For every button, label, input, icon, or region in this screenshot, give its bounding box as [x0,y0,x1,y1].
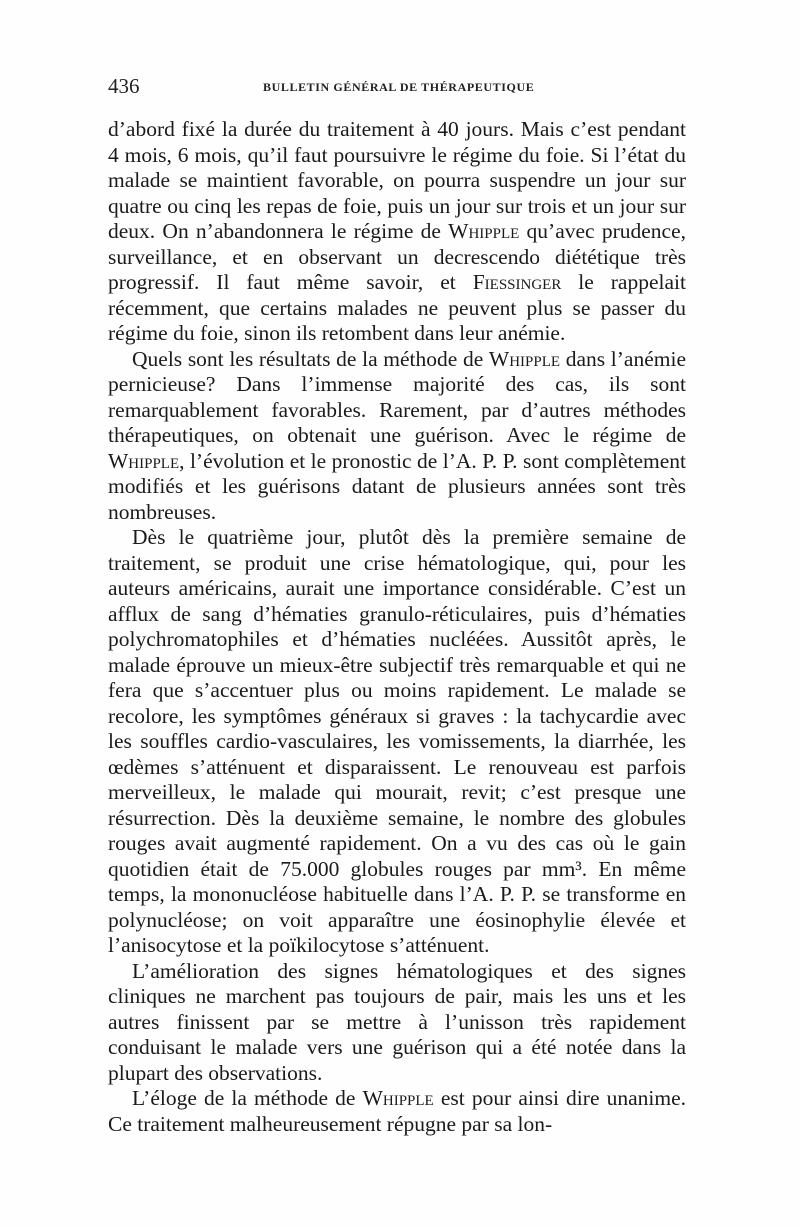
text-run: qu’avec prudence, surveillance, et en observant un decrescendo diététique très progressif. Il faut même savoir, et [108,219,687,294]
author-name: Fiessinger [472,270,562,294]
paragraph [108,347,686,526]
text-run: le rappelait récemment, que certains malades ne peuvent plus se passer du régime du foie, sinon ils retombent dans leur anémie. [108,270,686,345]
page-header [108,74,688,104]
author-name: Whipple [488,346,561,371]
text-run: Quels sont les résultats de la méthode de [132,346,489,371]
body-text [108,117,686,1137]
author-name: Whipple [448,219,520,243]
page-number: 436 [108,74,140,98]
text-run: L’amélioration des signes hématologiques et des signes cliniques ne marchent pas toujours de pair, mais les uns et les autres finissent par se mettre à l’unisson très rapidement conduisant le malade vers une guérison qui a été notée dans la plupart des observations. [108,958,686,1085]
paragraph [108,117,686,347]
paragraph [108,959,686,1087]
paragraph [108,525,686,959]
text-run: dans l’anémie pernicieuse? Dans l’immense majorité des cas, ils sont remarquablement favorables. Rarement, par d’autres méthodes thérapeutiques, on obtenait une guérison. Avec le régime de [108,346,686,447]
text-run: , l’évolution et le pronostic de l’A. P. P. sont complètement modifiés et les guérisons datant de plusieurs années sont très nombreuses. [108,448,686,524]
author-name: Whipple [362,1086,434,1110]
paragraph [108,1086,686,1137]
text-run: est pour ainsi dire unanime. Ce traitement malheureusement répugne par sa lon- [108,1086,687,1136]
running-head: BULLETIN GÉNÉRAL DE THÉRAPEUTIQUE [263,80,535,94]
author-name: Whipple [108,448,180,473]
text-run: Dès le quatrième jour, plutôt dès la première semaine de traitement, se produit une crise hématologique, qui, pour les auteurs américains, aurait une importance considérable. C’est un afflux de sang d’hématies granulo-réticulaires, puis d’hématies polychromatophiles et d’hématies nucléées. Aussitôt après, le malade éprouve un mieux-être subjectif très remarquable et qui ne fera que s’accentuer plus ou moins rapidement. Le malade se recolore, les symptômes généraux si graves : la tachycardie avec les souffles cardio-vasculaires, les vomissements, la diarrhée, les œdèmes s’atténuent et disparaissent. Le renouveau est parfois merveilleux, le malade qui mourait, revit; c’est presque une résurrection. Dès la deuxième semaine, le nombre des globules rouges avait augmenté rapidement. On a vu des cas où le gain quotidien était de 75.000 globules rouges par mm³. En même temps, la mononucléose habituelle dans l’A. P. P. se transforme en polynucléose; on voit apparaître une éosinophylie élevée et l’anisocytose et la poïkilocytose s’atténuent. [108,525,686,957]
text-run: L’éloge de la méthode de [132,1086,363,1110]
text-run: d’abord fixé la durée du traitement à 40 jours. Mais c’est pendant 4 mois, 6 mois, qu’il faut poursuivre le régime du foie. Si l’état du malade se maintient favorable, on pourra suspendre un jour sur quatre ou cinq les repas de foie, puis un jour sur trois et un jour sur deux. On n’abandonnera le régime de [108,117,686,243]
